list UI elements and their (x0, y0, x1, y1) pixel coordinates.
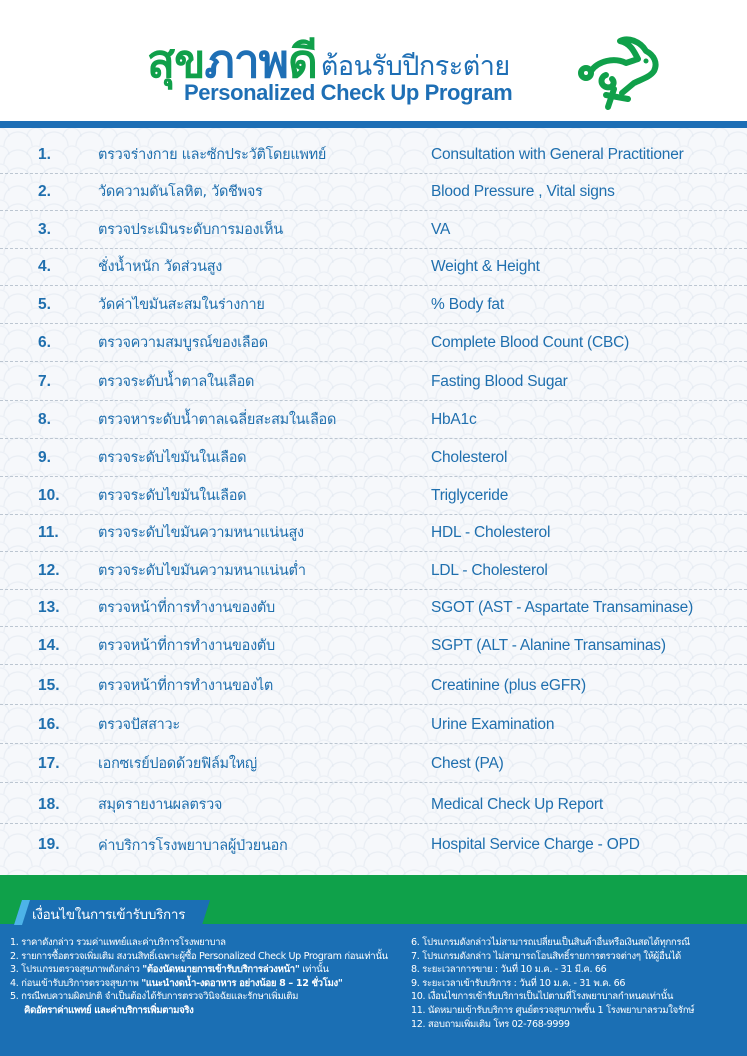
item-thai: วัดความดันโลหิต, วัดชีพจร (98, 184, 263, 200)
item-thai: เอกซเรย์ปอดด้วยฟิล์มใหญ่ (98, 756, 257, 772)
list-item (0, 514, 747, 552)
item-number: 19. (38, 836, 60, 853)
item-english: Creatinine (plus eGFR) (431, 676, 586, 694)
item-english: LDL - Cholesterol (431, 561, 548, 579)
item-number: 11. (38, 523, 59, 541)
condition-item: 10. เงื่อนไขการเข้ารับบริการเป็นไปตามที่โรงพยาบาลกำหนดเท่านั้น (411, 991, 674, 1003)
condition-item: 5. กรณีพบความผิดปกติ จำเป็นต้องได้รับการตรวจวินิจฉัยและรักษาเพิ่มเติม (10, 991, 299, 1003)
item-english: HbA1c (431, 410, 477, 428)
item-english: % Body fat (431, 295, 504, 313)
list-item (0, 667, 747, 705)
title-part-blue: ภาพ (204, 34, 289, 88)
item-number: 6. (38, 333, 51, 351)
title-part-green-2: ดี (288, 34, 317, 88)
item-thai: ตรวจระดับไขมันในเลือด (98, 488, 247, 504)
item-number: 3. (38, 220, 51, 238)
list-item (0, 324, 747, 362)
item-thai: ตรวจประเมินระดับการมองเห็น (98, 222, 283, 238)
item-thai: ตรวจหน้าที่การทำงานของตับ (98, 638, 275, 654)
item-thai: ตรวจระดับไขมันความหนาแน่นต่ำ (98, 563, 306, 579)
condition-item: 12. สอบถามเพิ่มเติม โทร 02-768-9999 (411, 1018, 570, 1030)
item-thai: ตรวจความสมบูรณ์ของเลือด (98, 335, 268, 351)
list-item (0, 401, 747, 439)
item-english: HDL - Cholesterol (431, 523, 551, 541)
list-item (0, 552, 747, 590)
item-number: 13. (38, 598, 60, 616)
item-english: Hospital Service Charge - OPD (431, 836, 640, 853)
item-english: Medical Check Up Report (431, 795, 604, 813)
conditions-right-column (411, 936, 747, 1031)
condition-text: เท่านั้น (299, 964, 329, 976)
condition-emphasis: "แนะนำงดน้ำ-งดอาหาร อย่างน้อย 8 – 12 ชั่วโมง" (141, 977, 343, 989)
condition-item: 2. รายการซื้อตรวจเพิ่มเติม สงวนสิทธิ์เฉพาะผู้ซื้อ Personalized Check Up Program ก่อนเท่านั้น (10, 950, 388, 962)
item-thai: สมุดรายงานผลตรวจ (98, 797, 223, 813)
title (147, 22, 510, 88)
item-number: 7. (38, 372, 51, 390)
list-item (0, 745, 747, 783)
list-item (0, 173, 747, 211)
list-item (0, 286, 747, 324)
condition-item: 8. ระยะเวลาการขาย : วันที่ 10 ม.ค. - 31 มี.ค. 66 (411, 964, 607, 976)
conditions-left-column (10, 936, 400, 1018)
item-thai: ค่าบริการโรงพยาบาลผู้ป่วยนอก (98, 837, 288, 854)
list-item (0, 211, 747, 249)
item-thai: ตรวจหน้าที่การทำงานของไต (98, 678, 273, 694)
item-number: 18. (38, 795, 60, 813)
list-item (0, 248, 747, 286)
item-english: SGOT (AST - Aspartate Transaminase) (431, 598, 694, 616)
item-number: 15. (38, 676, 60, 694)
item-english: SGPT (ALT - Alanine Transaminas) (431, 636, 666, 654)
condition-text: 3. โปรแกรมตรวจสุขภาพดังกล่าว (10, 964, 143, 976)
item-thai: ตรวจระดับไขมันในเลือด (98, 450, 247, 466)
title-part-green: สุข (147, 34, 205, 88)
condition-item: 6. โปรแกรมดังกล่าวไม่สามารถเปลี่ยนเป็นสินค้าอื่นหรือเงินสดได้ทุกกรณี (411, 937, 690, 948)
item-number: 2. (38, 182, 51, 200)
list-item (0, 826, 747, 864)
item-thai: ตรวจระดับน้ำตาลในเลือด (98, 374, 255, 390)
condition-item: 9. ระยะเวลาเข้ารับบริการ : วันที่ 10 ม.ค. - 31 พ.ค. 66 (411, 977, 626, 989)
item-english: Weight & Height (431, 257, 540, 275)
list-item (0, 439, 747, 477)
checkup-items-list (0, 128, 747, 875)
item-english: Cholesterol (431, 448, 508, 466)
item-thai: ตรวจหาระดับน้ำตาลเฉลี่ยสะสมในเลือด (98, 412, 337, 428)
item-english: Blood Pressure , Vital signs (431, 182, 615, 200)
item-thai: ตรวจหน้าที่การทำงานของตับ (98, 600, 275, 616)
condition-item (10, 977, 400, 991)
item-english: Complete Blood Count (CBC) (431, 333, 630, 351)
condition-item: 11. นัดหมายเข้ารับบริการ ศูนย์ตรวจสุขภาพชั้น 1 โรงพยาบาลรวมใจรักษ์ (411, 1004, 695, 1016)
item-english: Consultation with General Practitioner (431, 145, 684, 163)
item-number: 4. (38, 257, 51, 275)
item-number: 5. (38, 295, 51, 313)
list-item (0, 786, 747, 824)
item-english: Triglyceride (431, 486, 509, 504)
list-item (0, 589, 747, 627)
condition-item (10, 963, 400, 977)
item-english: Chest (PA) (431, 754, 504, 772)
item-number: 16. (38, 715, 60, 733)
item-english: VA (431, 220, 451, 238)
page-header (0, 0, 747, 120)
subtitle: Personalized Check Up Program (184, 80, 513, 105)
item-thai: ชั่งน้ำหนัก วัดส่วนสูง (98, 259, 223, 275)
condition-item-continuation: คิดอัตราค่าแพทย์ และค่าบริการเพิ่มตามจริง (24, 1004, 194, 1016)
list-item (0, 627, 747, 665)
item-number: 14. (38, 636, 60, 654)
item-number: 17. (38, 754, 60, 772)
item-english: Fasting Blood Sugar (431, 372, 568, 390)
header-divider (0, 121, 747, 128)
item-thai: ตรวจระดับไขมันความหนาแน่นสูง (98, 525, 304, 541)
item-thai: ตรวจปัสสาวะ (98, 717, 180, 733)
list-item (0, 477, 747, 515)
condition-item: 1. ราคาดังกล่าว รวมค่าแพทย์และค่าบริการโรงพยาบาล (10, 937, 226, 948)
item-thai: ตรวจร่างกาย และซักประวัติโดยแพทย์ (98, 147, 327, 163)
title-main (147, 34, 317, 88)
condition-item: 7. โปรแกรมดังกล่าว ไม่สามารถโอนสิทธิ์รายการตรวจต่างๆ ให้ผู้อื่นได้ (411, 950, 681, 962)
item-number: 12. (38, 561, 60, 579)
item-number: 10. (38, 486, 60, 504)
item-thai: วัดค่าไขมันสะสมในร่างกาย (98, 297, 265, 313)
list-item (0, 363, 747, 401)
condition-emphasis: "ต้องนัดหมายการเข้ารับบริการล่วงหน้า" (142, 964, 300, 976)
condition-text: 4. ก่อนเข้ารับบริการตรวจสุขภาพ (10, 977, 142, 989)
title-suffix: ต้อนรับปีกระต่าย (320, 51, 510, 82)
item-number: 8. (38, 410, 51, 428)
item-english: Urine Examination (431, 715, 555, 733)
conditions-title: เงื่อนไขในการเข้ารับบริการ (32, 907, 186, 923)
rabbit-icon (576, 33, 666, 113)
list-item (0, 136, 747, 174)
item-number: 9. (38, 448, 51, 466)
item-number: 1. (38, 145, 51, 163)
list-item (0, 706, 747, 744)
